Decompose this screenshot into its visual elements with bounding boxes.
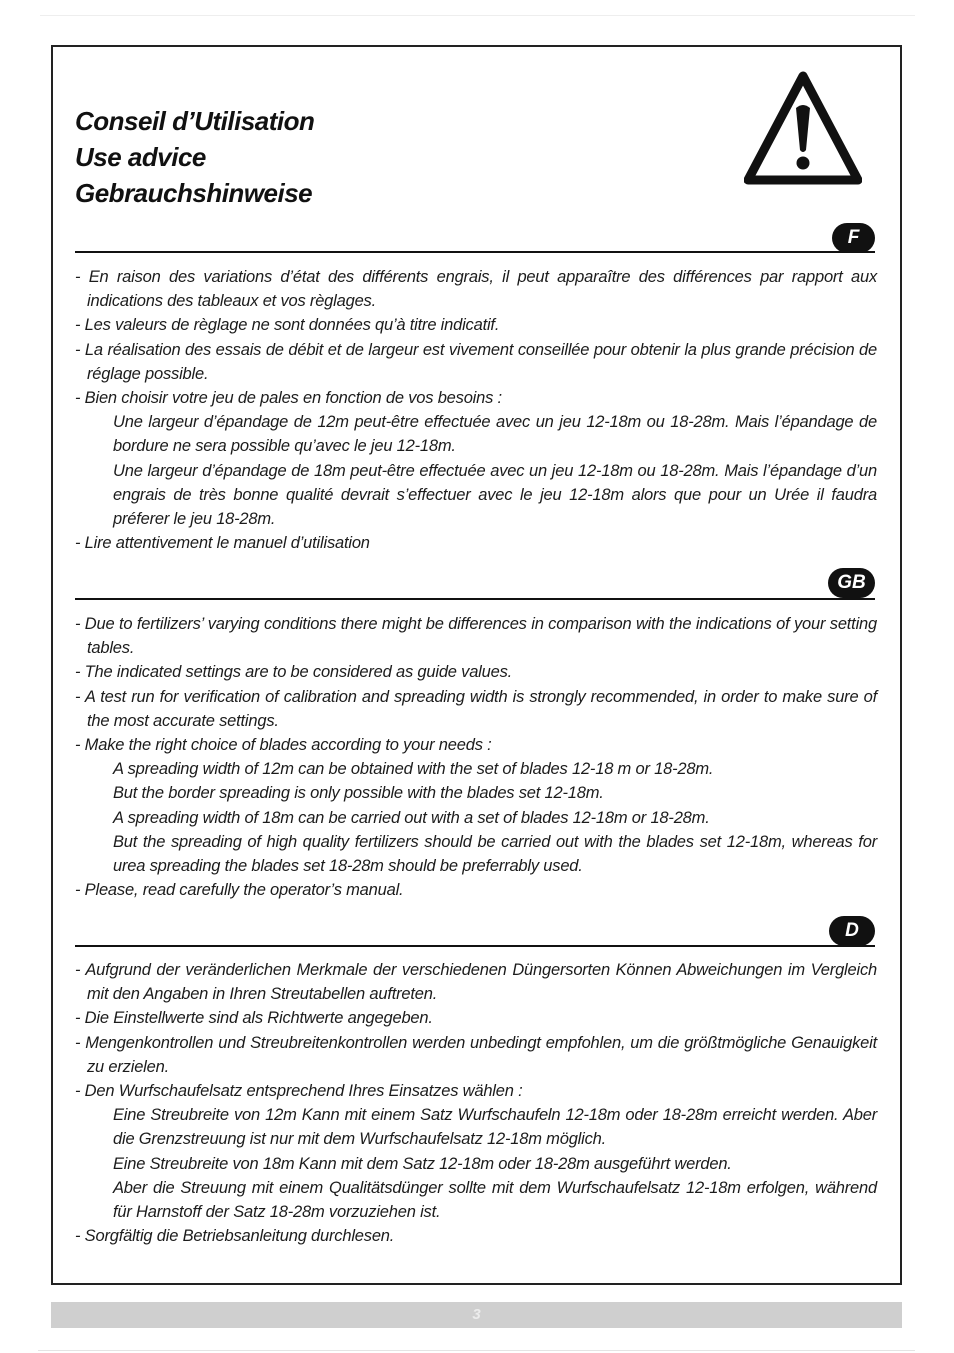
scan-edge-bottom: [38, 1350, 915, 1351]
title-block: [75, 103, 314, 211]
title-fr: Conseil d’Utilisation: [75, 106, 315, 136]
de-subitem: Eine Streubreite von 18m Kann mit dem Satz 12-18m oder 18-28m ausgeführt werden.: [113, 1154, 732, 1173]
scan-edge-top: [40, 15, 915, 16]
de-subitem: Eine Streubreite von 12m Kann mit einem Satz Wurfschaufeln 12-18m oder 18-28m erreicht werden. Aber die Grenzstreuung ist nur mit dem Wurfschaufelsatz 12-18m möglich.: [113, 1106, 877, 1149]
fr-item: - Les valeurs de règlage ne sont données qu’à titre indicatif.: [75, 316, 500, 335]
gb-item: - Due to fertilizers’ varying conditions there might be differences in comparison with the indications of your setting tables.: [75, 615, 877, 658]
fr-item: - Lire attentivement le manuel d’utilisation: [75, 534, 370, 553]
title-en: Use advice: [75, 142, 206, 172]
de-item: - Den Wurfschaufelsatz entsprechend Ihres Einsatzes wählen :: [75, 1082, 523, 1101]
fr-subitem: Une largeur d’épandage de 12m peut-être effectuée avec un jeu 12-18m ou 18-28m. Mais l’épandage de bordure ne sera possible qu’avec le jeu 12-18m.: [113, 413, 877, 456]
warning-triangle-icon: [744, 70, 862, 188]
fr-subitem: Une largeur d’épandage de 18m peut-être effectuée avec un jeu 12-18m ou 18-28m. Mais l’épandage d’un engrais de très bonne qualité devrait s’effectuer avec le jeu 12-18m alors que pour un Urée il faudra préferer le jeu 18-28m.: [113, 461, 877, 529]
de-item: - Mengenkontrollen und Streubreitenkontrollen werden unbedingt empfohlen, um die größtmögliche Genauigkeit zu erzielen.: [75, 1033, 877, 1076]
de-item: - Sorgfältig die Betriebsanleitung durchlesen.: [75, 1227, 395, 1246]
section-rule-gb: [75, 598, 875, 600]
de-item: - Aufgrund der veränderlichen Merkmale der verschiedenen Düngersorten Können Abweichungen im Vergleich mit den Angaben in Ihren Streutabellen auftreten.: [75, 961, 877, 1004]
section-de: [75, 958, 877, 1248]
title-de: Gebrauchshinweise: [75, 178, 313, 208]
gb-item: - Make the right choice of blades according to your needs :: [75, 736, 492, 755]
gb-subitem: But the spreading of high quality fertilizers should be carried out with the blades set 12-18m, whereas for urea spreading the blades set 18-28m should be preferrably used.: [113, 832, 877, 876]
section-rule-fr: [75, 251, 875, 253]
section-gb: [75, 612, 877, 902]
badge-gb: GB: [828, 568, 875, 598]
fr-item: - En raison des variations d’état des différents engrais, il peut apparaître des différences par rapport aux indications des tableaux et vos règlages.: [75, 268, 877, 311]
page-number: 3: [472, 1306, 481, 1323]
badge-fr: F: [832, 223, 875, 253]
fr-item: - La réalisation des essais de débit et de largeur est vivement conseillée pour obtenir la plus grande précision de réglage possible.: [75, 340, 877, 383]
gb-item: - Please, read carefully the operator’s manual.: [75, 881, 404, 900]
de-item: - Die Einstellwerte sind als Richtwerte angegeben.: [75, 1009, 433, 1028]
section-fr: [75, 265, 877, 555]
gb-subitem: But the border spreading is only possible with the blades set 12-18m.: [113, 784, 604, 803]
fr-item: - Bien choisir votre jeu de pales en fonction de vos besoins :: [75, 389, 502, 408]
section-rule-de: [75, 945, 875, 947]
gb-item: - A test run for verification of calibration and spreading width is strongly recommended, in order to make sure of the most accurate settings.: [75, 687, 877, 730]
gb-subitem: A spreading width of 18m can be carried out with a set of blades 12-18m or 18-28m.: [113, 808, 710, 827]
de-subitem: Aber die Streuung mit einem Qualitätsdünger sollte mit dem Wurfschaufelsatz 12-18m erfolgen, während für Harnstoff der Satz 18-28m vorzuziehen ist.: [113, 1178, 877, 1222]
gb-item: - The indicated settings are to be considered as guide values.: [75, 663, 513, 682]
badge-de: D: [829, 916, 875, 946]
gb-subitem: A spreading width of 12m can be obtained with the set of blades 12-18 m or 18-28m.: [113, 760, 714, 779]
page-footer-bar: [51, 1302, 902, 1328]
